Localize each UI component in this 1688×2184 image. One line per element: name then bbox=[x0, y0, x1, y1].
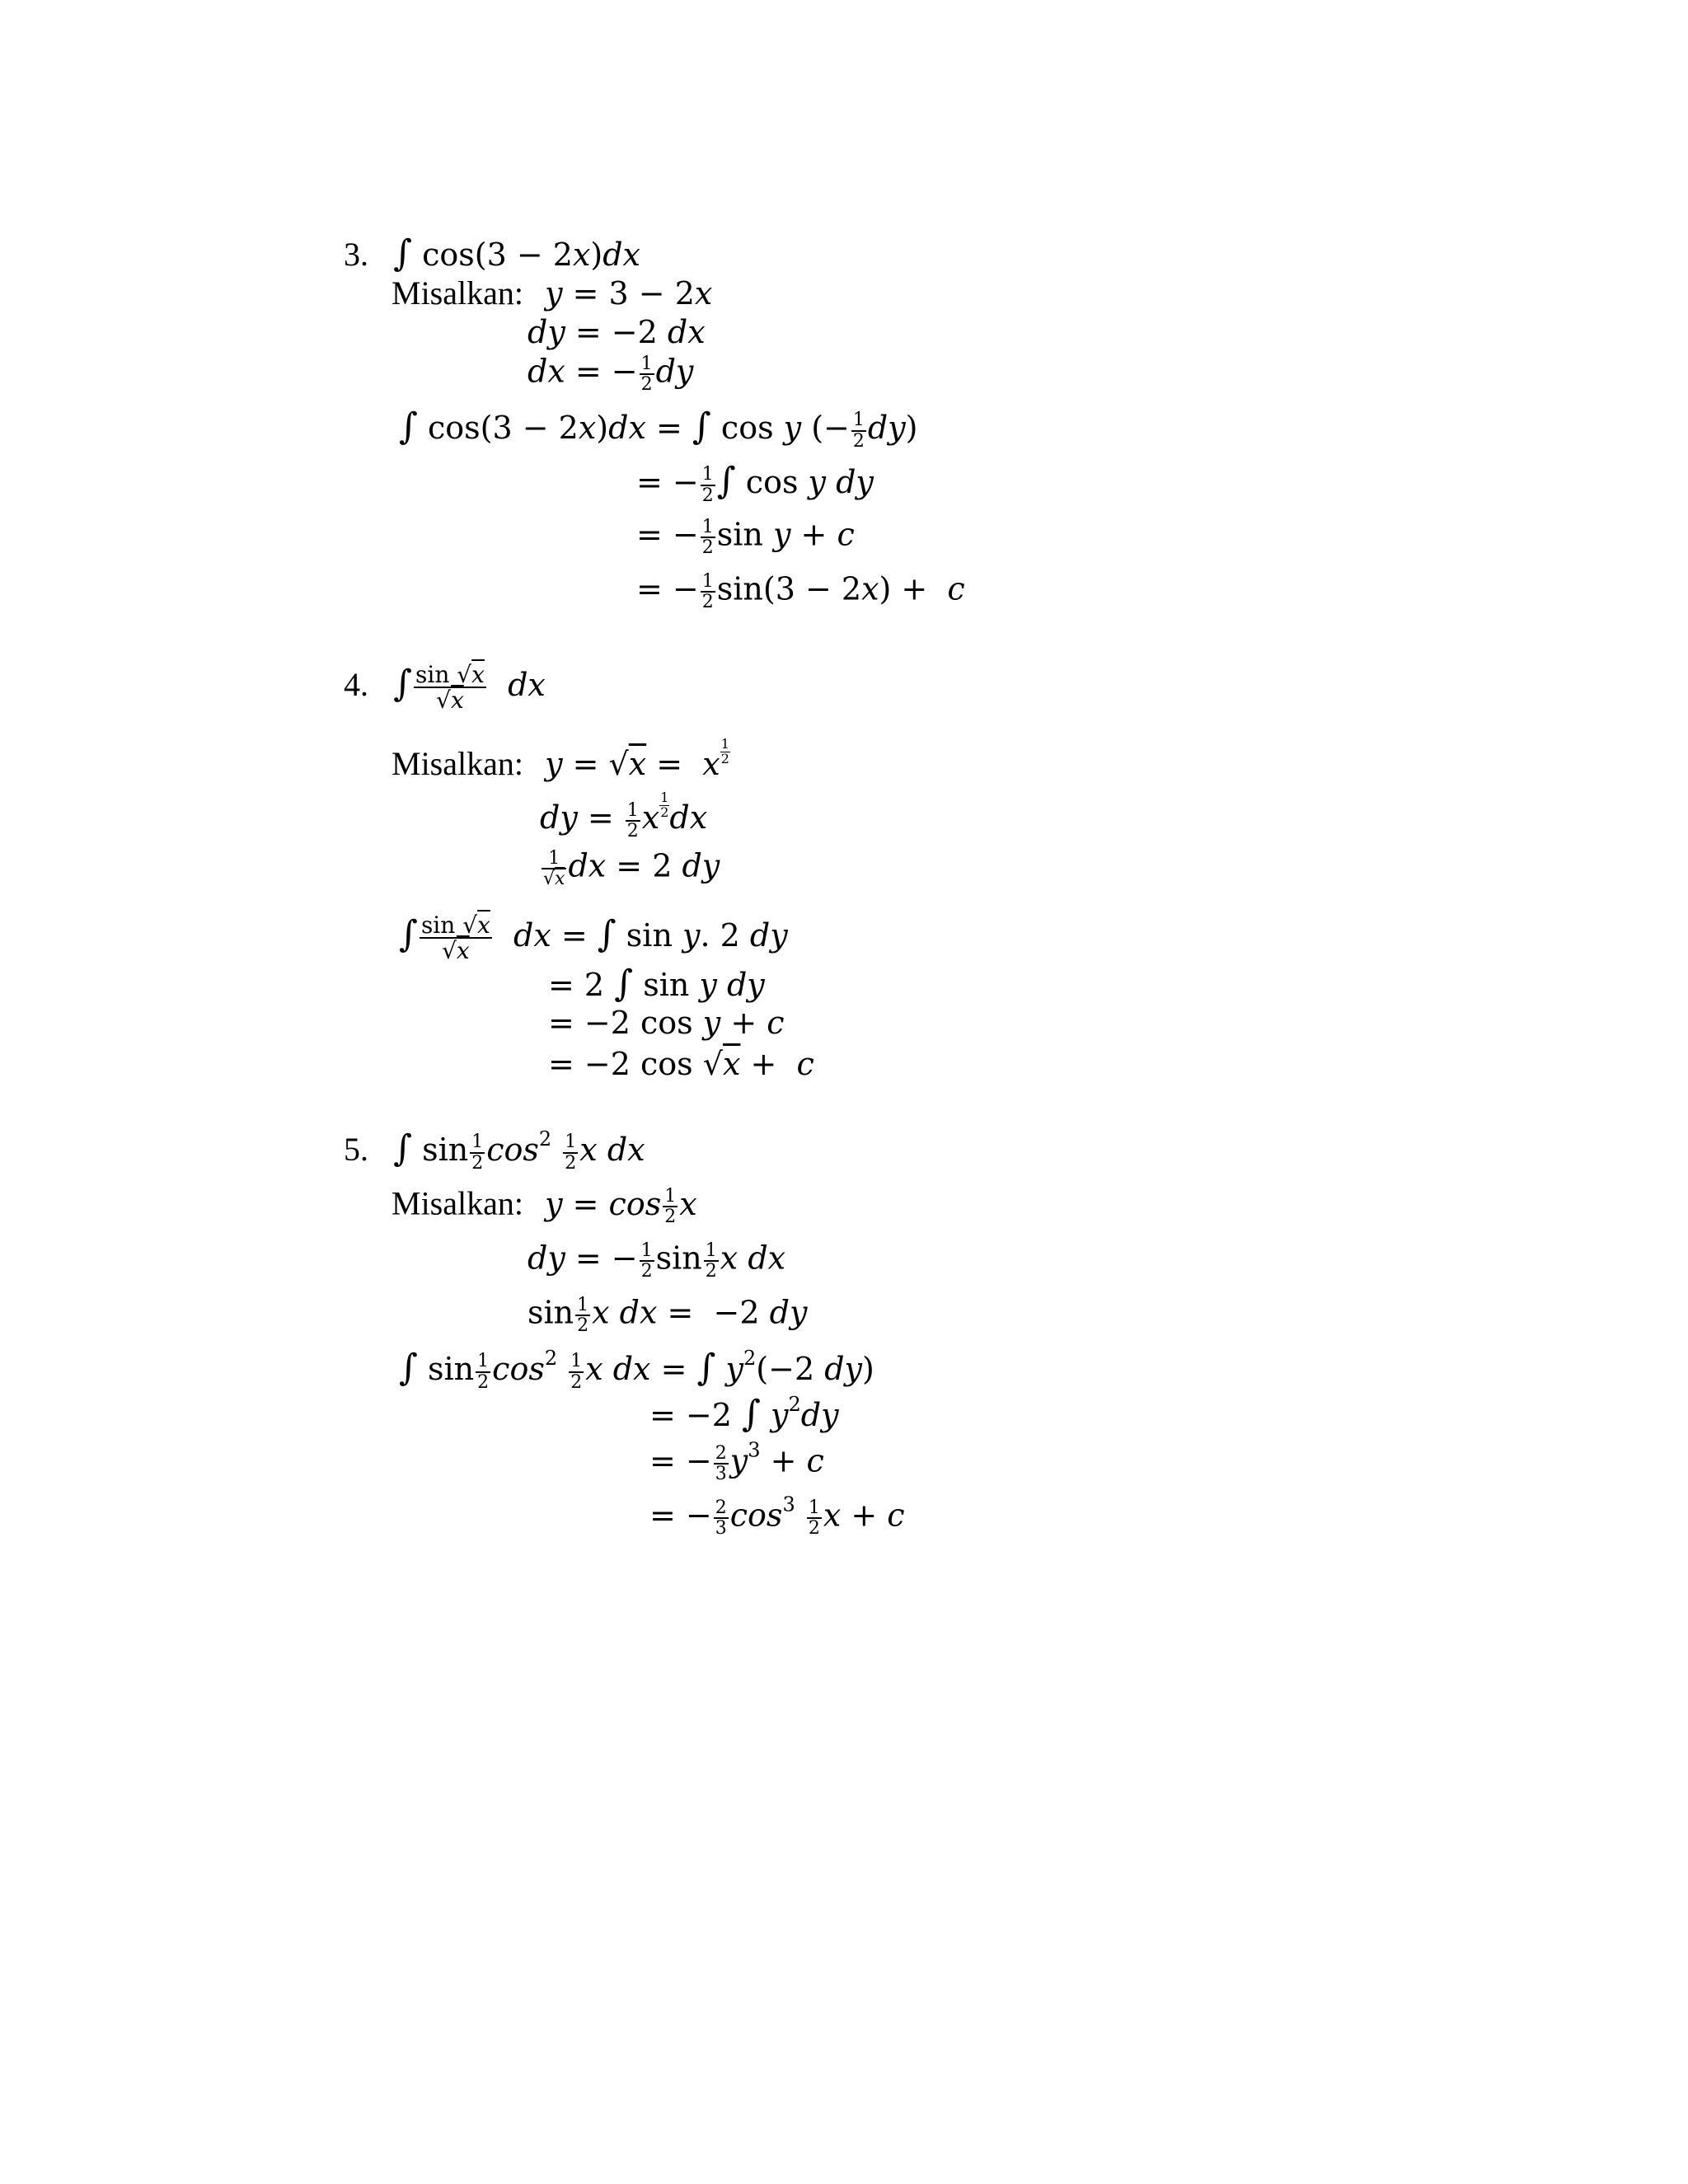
problem-4-step-1: = 2 ∫ sin y dy bbox=[548, 963, 765, 1005]
problem-4-sub-dx: $\frac{1}{√x}$ dx = 2 dy bbox=[543, 847, 720, 890]
problem-5-sub-dy: dy = − $\frac{1}{2}$ sin $\frac{1}{2}$ x dx bbox=[528, 1240, 786, 1282]
problem-3-number: 3. bbox=[344, 236, 368, 273]
problem-4-step-2: = −2 cos y + c bbox=[548, 1005, 785, 1041]
problem-3-step-1: = − $\frac{1}{2}$ ∫ cos y dy bbox=[636, 460, 874, 506]
problem-3-step-2: = − $\frac{1}{2}$ sin y + c bbox=[636, 516, 855, 559]
problem-3-misalkan: Misalkan: y = 3 − 2x bbox=[392, 274, 713, 312]
problem-5-step-3: = − $\frac{2}{3}$ $\cos^3$ $\frac{1}{2}$ x + c bbox=[649, 1493, 905, 1540]
problem-5-misalkan: Misalkan: y = cos $\frac{1}{2}$ x bbox=[392, 1184, 697, 1228]
problem-4-step-0: ∫ $\frac{\sin √x}{√x}$ dx = ∫ sin y. 2 dy bbox=[399, 912, 788, 965]
problem-5-sub-dx: sin $\frac{1}{2}$ x dx = −2 dy bbox=[528, 1294, 808, 1337]
problem-3-misalkan-label: Misalkan: bbox=[392, 274, 523, 312]
problem-5-number: 5. bbox=[344, 1131, 368, 1168]
problem-4-number: 4. bbox=[344, 665, 368, 703]
problem-5-step-2: = − $\frac{2}{3}$ $y^3 + c$ bbox=[649, 1438, 824, 1485]
problem-4-sub-dy: dy = $\frac{1}{2}$ x $\frac{1}{2}$ dx bbox=[540, 790, 708, 841]
problem-4-misalkan-label: Misalkan: bbox=[392, 745, 523, 783]
problem-4-misalkan: Misalkan: y = √x = x $\frac{1}{2}$ bbox=[392, 736, 729, 783]
problem-3-question: 3. ∫ cos(3 − 2x)dx bbox=[344, 232, 640, 274]
problem-3-step-0: ∫ cos(3 − 2x)dx = ∫ cos y (− $\frac{1}{2}$ dy) bbox=[399, 405, 918, 452]
problem-3-sub-dy: dy = −2 dx bbox=[528, 314, 706, 350]
problem-4-question: 4. ∫ $\frac{\sin √x}{√x}$ dx bbox=[344, 661, 546, 715]
problem-5-step-1: = −2 ∫ $y^2dy$ bbox=[649, 1393, 839, 1435]
problem-5-misalkan-label: Misalkan: bbox=[392, 1184, 523, 1222]
problem-3-step-3: = − $\frac{1}{2}$ sin(3 − 2x) + c bbox=[636, 570, 965, 613]
problem-5-step-0: ∫ sin $\frac{1}{2}$ $\cos^2$ $\frac{1}{2}$ x dx = ∫ $y^2(-2$ dy) bbox=[399, 1347, 874, 1393]
problem-5-question: 5. ∫ sin $\frac{1}{2}$ $\cos^2$ $\frac{1}{2}$ x dx bbox=[344, 1127, 645, 1174]
problem-3-sub-dx: dx = − $\frac{1}{2}$ dy bbox=[528, 353, 694, 396]
problem-4-step-3: = −2 cos √x + c bbox=[548, 1046, 814, 1082]
